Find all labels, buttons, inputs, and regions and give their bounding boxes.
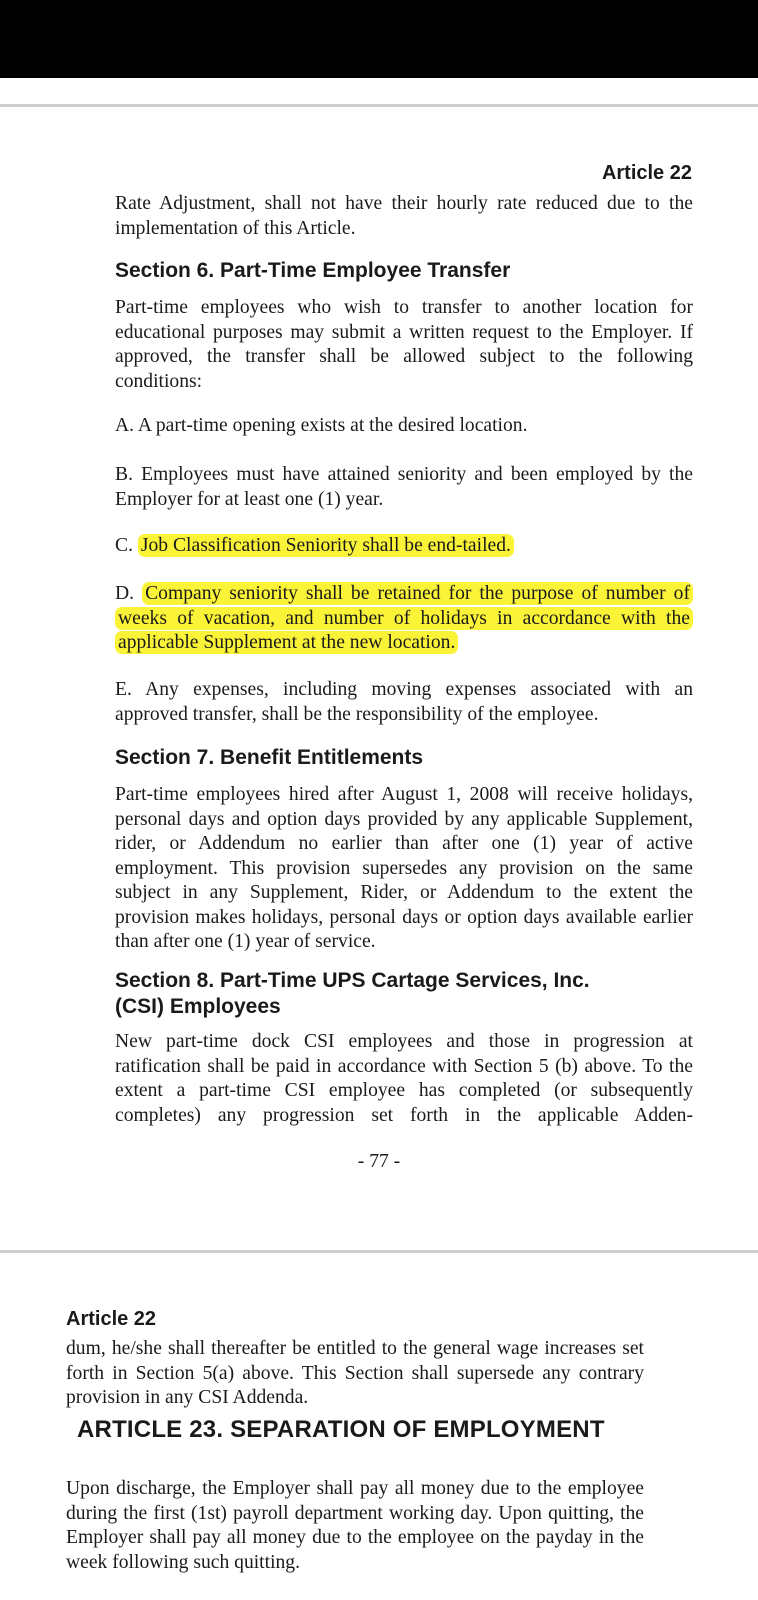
- running-head: Article 22: [601, 162, 692, 184]
- highlighted-text: Company seniority shall be retained for the purpose of number of weeks of vacation, and number of holidays in accordance with the applicable Supplement at the new location.: [115, 582, 693, 654]
- highlighted-text: Job Classification Seniority shall be end-tailed.: [138, 534, 514, 557]
- top-black-bar: [0, 0, 758, 78]
- section-6-intro: Part-time employees who wish to transfer to another location for educational purposes may submit a written request to the Employer. If approved, the transfer shall be allowed subject to the following conditions:: [115, 297, 693, 392]
- document-page-77: [0, 108, 758, 1248]
- page-divider-middle: [0, 1250, 758, 1253]
- page-number: - 77 -: [357, 1151, 401, 1172]
- running-head: Article 22: [66, 1308, 157, 1330]
- condition-item-e: E. Any expenses, including moving expenses associated with an approved transfer, shall be the responsibility of the employee.: [115, 679, 693, 725]
- carryover-paragraph: Rate Adjustment, shall not have their hourly rate reduced due to the implementation of this Article.: [115, 193, 693, 239]
- article-23-paragraph: Upon discharge, the Employer shall pay all money due to the employee during the first (1st) payroll department working day. Upon quitting, the Employer shall pay all money due to the employee on the payday in the week following such quitting.: [66, 1478, 644, 1573]
- section-8-heading: Section 8. Part-Time UPS Cartage Services, Inc. (CSI) Employees: [115, 969, 590, 1018]
- condition-item-b: B. Employees must have attained seniority and been employed by the Employer for at least one (1) year.: [115, 464, 693, 510]
- carryover-paragraph: dum, he/she shall thereafter be entitled to the general wage increases set forth in Section 5(a) above. This Section shall supersede any contrary provision in any CSI Addenda.: [66, 1338, 644, 1408]
- section-6-heading: Section 6. Part-Time Employee Transfer: [115, 259, 511, 282]
- section-8-paragraph: New part-time dock CSI employees and those in progression at ratification shall be paid in accordance with Section 5 (b) above. To the extent a part-time CSI employee has completed (or subsequently completes) any progression set forth in the applicable Adden-: [115, 1031, 693, 1126]
- condition-item-d: D. Company seniority shall be retained for the purpose of number of weeks of vacation, and number of holidays in accordance with the applicable Supplement at the new location.: [115, 582, 693, 656]
- page-divider-top: [0, 104, 758, 107]
- condition-item-c: C. Job Classification Seniority shall be end-tailed.: [115, 534, 693, 559]
- section-7-heading: Section 7. Benefit Entitlements: [115, 746, 424, 769]
- condition-item-a: A. A part-time opening exists at the desired location.: [115, 415, 528, 436]
- section-7-paragraph: Part-time employees hired after August 1, 2008 will receive holidays, personal days and option days provided by any applicable Supplement, rider, or Addendum no earlier than after one (1) year of active employment. This provision supersedes any provision on the same subject in any Supplement, Rider, or Addendum to the extent the provision makes holidays, personal days or option days available earlier than after one (1) year of service.: [115, 784, 693, 952]
- document-page-78: [0, 1255, 758, 1600]
- article-23-title: ARTICLE 23. SEPARATION OF EMPLOYMENT: [77, 1416, 605, 1443]
